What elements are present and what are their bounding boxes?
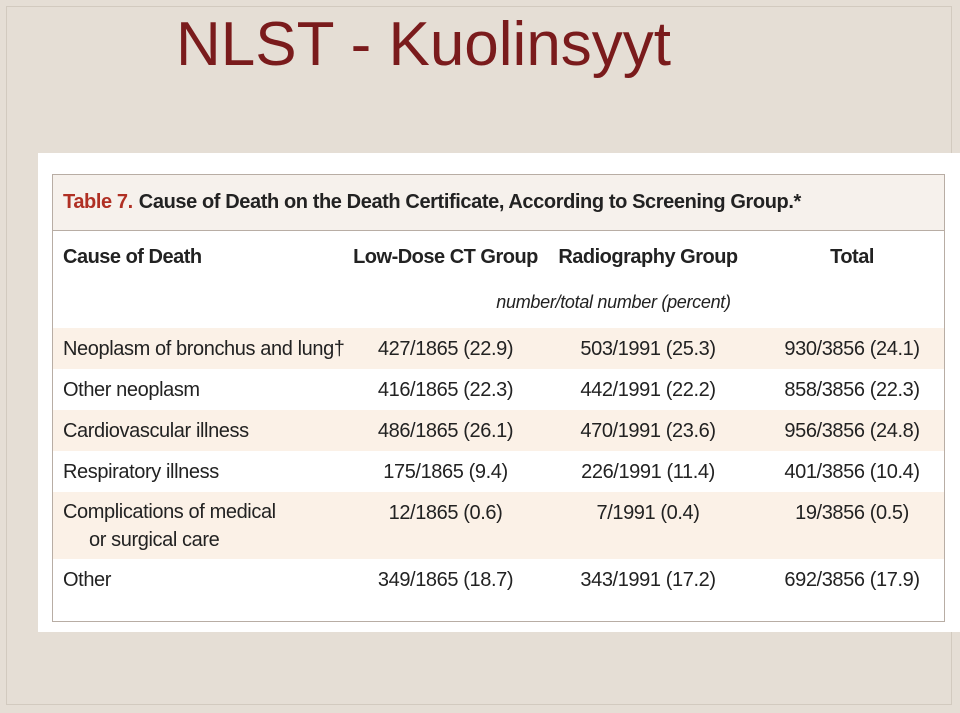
table-header bbox=[53, 230, 944, 328]
cell-total: 401/3856 (10.4) bbox=[784, 461, 920, 483]
table-row bbox=[53, 451, 944, 492]
header-cause: Cause of Death bbox=[63, 246, 202, 268]
table-row bbox=[53, 559, 944, 600]
table-row bbox=[53, 369, 944, 410]
cell-ct: 486/1865 (26.1) bbox=[377, 420, 514, 442]
cell-cause: Respiratory illness bbox=[63, 461, 219, 483]
cell-ct: 349/1865 (18.7) bbox=[377, 569, 514, 591]
cell-total: 858/3856 (22.3) bbox=[784, 379, 920, 401]
cell-radio: 442/1991 (22.2) bbox=[580, 379, 716, 401]
cell-total: 692/3856 (17.9) bbox=[784, 569, 920, 591]
cell-cause: Neoplasm of bronchus and lung† bbox=[63, 338, 345, 360]
cell-ct: 416/1865 (22.3) bbox=[377, 379, 514, 401]
slide-title: NLST - Kuolinsyyt bbox=[176, 10, 672, 79]
data-table bbox=[52, 174, 945, 622]
cell-cause: Other bbox=[63, 569, 112, 591]
cell-cause bbox=[63, 498, 276, 554]
cell-ct: 175/1865 (9.4) bbox=[383, 461, 508, 483]
cell-cause-line2: or surgical care bbox=[89, 529, 220, 551]
cell-radio: 503/1991 (25.3) bbox=[580, 338, 716, 360]
cell-cause: Other neoplasm bbox=[63, 379, 200, 401]
cell-radio: 470/1991 (23.6) bbox=[580, 420, 716, 442]
table-image bbox=[38, 153, 960, 632]
table-row bbox=[53, 410, 944, 451]
cell-total: 956/3856 (24.8) bbox=[784, 420, 920, 442]
header-ct: Low-Dose CT Group bbox=[353, 246, 538, 268]
header-total: Total bbox=[830, 246, 874, 268]
header-units: number/total number (percent) bbox=[496, 292, 731, 312]
cell-cause-line1: Complications of medical bbox=[63, 501, 276, 523]
cell-total: 19/3856 (0.5) bbox=[795, 502, 909, 524]
cell-radio: 226/1991 (11.4) bbox=[581, 461, 715, 483]
table-row bbox=[53, 328, 944, 369]
cell-radio: 343/1991 (17.2) bbox=[580, 569, 716, 591]
table-row bbox=[53, 492, 944, 559]
table-caption-text: Cause of Death on the Death Certificate, According to Screening Group.* bbox=[138, 191, 801, 213]
cell-ct: 427/1865 (22.9) bbox=[377, 338, 514, 360]
cell-total: 930/3856 (24.1) bbox=[784, 338, 920, 360]
cell-cause: Cardiovascular illness bbox=[63, 420, 249, 442]
table-number: Table 7. bbox=[63, 191, 133, 213]
table-body bbox=[53, 328, 944, 600]
cell-radio: 7/1991 (0.4) bbox=[596, 502, 700, 524]
cell-ct: 12/1865 (0.6) bbox=[388, 502, 503, 524]
table-caption bbox=[53, 175, 944, 231]
header-radio: Radiography Group bbox=[558, 246, 738, 268]
